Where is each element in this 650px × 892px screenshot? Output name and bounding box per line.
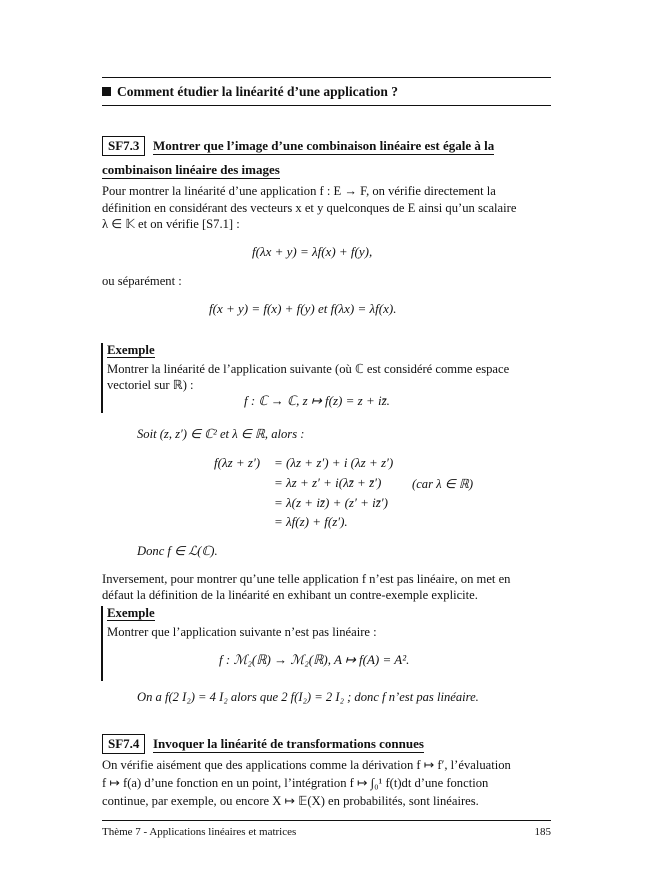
sf74-line2: f ↦ f(a) d’une fonction en un point, l’intégration f ↦ ∫₀¹ f(t)dt d’une fonction xyxy=(102,776,489,790)
example1-calc-lhs: f(λz + z′) xyxy=(214,455,261,470)
sf73-equation-2: f(x + y) = f(x) + f(y) et f(λx) = λf(x). xyxy=(209,301,397,316)
footer-page-number: 185 xyxy=(534,826,551,838)
example1-label: Exemple xyxy=(107,343,155,357)
section-header xyxy=(102,84,398,100)
sf73-para-line2: définition en considérant des vecteurs x et y quelconques de E ainsi qu’un scalaire xyxy=(102,201,517,215)
example2-line1: Montrer que l’application suivante n’est pas linéaire : xyxy=(107,625,377,639)
example1-calc-note: (car λ ∈ ℝ) xyxy=(412,477,474,491)
sf73-para-line3: λ ∈ 𝕂 et on vérifie [S7.1] : xyxy=(102,217,240,231)
sf73-title-line1: Montrer que l’image d’une combinaison linéaire est égale à la xyxy=(153,138,495,153)
example1-calc-line3: = λ(z + iz̄) + (z′ + iz̄′) xyxy=(274,495,388,510)
sf74-title: Invoquer la linéarité de transformations connues xyxy=(153,736,424,751)
example1-calc-line4: = λf(z) + f(z′). xyxy=(274,514,348,529)
example1-line2: vectoriel sur ℝ) : xyxy=(107,378,194,392)
example1-calc-line1: = (λz + z′) + i (λz + z′) xyxy=(274,455,394,470)
example2-label: Exemple xyxy=(107,606,155,620)
sf73-equation-1: f(λx + y) = λf(x) + f(y), xyxy=(252,244,373,259)
sf73-title-line2: combinaison linéaire des images xyxy=(102,162,280,177)
example1-line1: Montrer la linéarité de l’application suivante (où ℂ est considéré comme espace xyxy=(107,362,510,376)
sf73-code-box: SF7.3 xyxy=(102,136,145,156)
sf73-or-text: ou séparément : xyxy=(102,274,182,288)
example1-calc-line2: = λz + z′ + i(λz̄ + z̄′) xyxy=(274,475,382,490)
sf74-line3: continue, par exemple, ou encore X ↦ 𝔼(X) en probabilités, sont linéaires. xyxy=(102,794,479,808)
example2-conclusion: On a f(2 I₂) = 4 I₂ alors que 2 f(I₂) = 2 I₂ ; donc f n’est pas linéaire. xyxy=(137,690,479,704)
footer-rule xyxy=(102,820,551,821)
inverse-para-line2: défaut la définition de la linéarité en exhibant un contre-exemple explicite. xyxy=(102,588,478,602)
example2-bar xyxy=(101,606,103,681)
square-bullet-icon xyxy=(102,87,111,96)
sf73-para-line1: Pour montrer la linéarité d’une application f : E → F, on vérifie directement la xyxy=(102,184,496,198)
inverse-para-line1: Inversement, pour montrer qu’une telle application f n’est pas linéaire, on met en xyxy=(102,572,511,586)
sf74-code-box: SF7.4 xyxy=(102,734,145,754)
footer-left: Thème 7 - Applications linéaires et matrices xyxy=(102,826,297,838)
example1-bar xyxy=(101,343,103,413)
section-rule-top xyxy=(102,77,551,78)
example1-donc: Donc f ∈ ℒ(ℂ). xyxy=(137,544,218,558)
sf74-line1: On vérifie aisément que des applications comme la dérivation f ↦ f′, l’évaluation xyxy=(102,758,511,772)
example2-definition: f : ℳ₂(ℝ) → ℳ₂(ℝ), A ↦ f(A) = A². xyxy=(219,652,410,667)
example1-definition: f : ℂ → ℂ, z ↦ f(z) = z + iz̄. xyxy=(244,393,390,408)
example1-soit: Soit (z, z′) ∈ ℂ² et λ ∈ ℝ, alors : xyxy=(137,427,305,441)
section-title: Comment étudier la linéarité d’une application ? xyxy=(117,84,398,99)
section-rule-bottom xyxy=(102,105,551,106)
